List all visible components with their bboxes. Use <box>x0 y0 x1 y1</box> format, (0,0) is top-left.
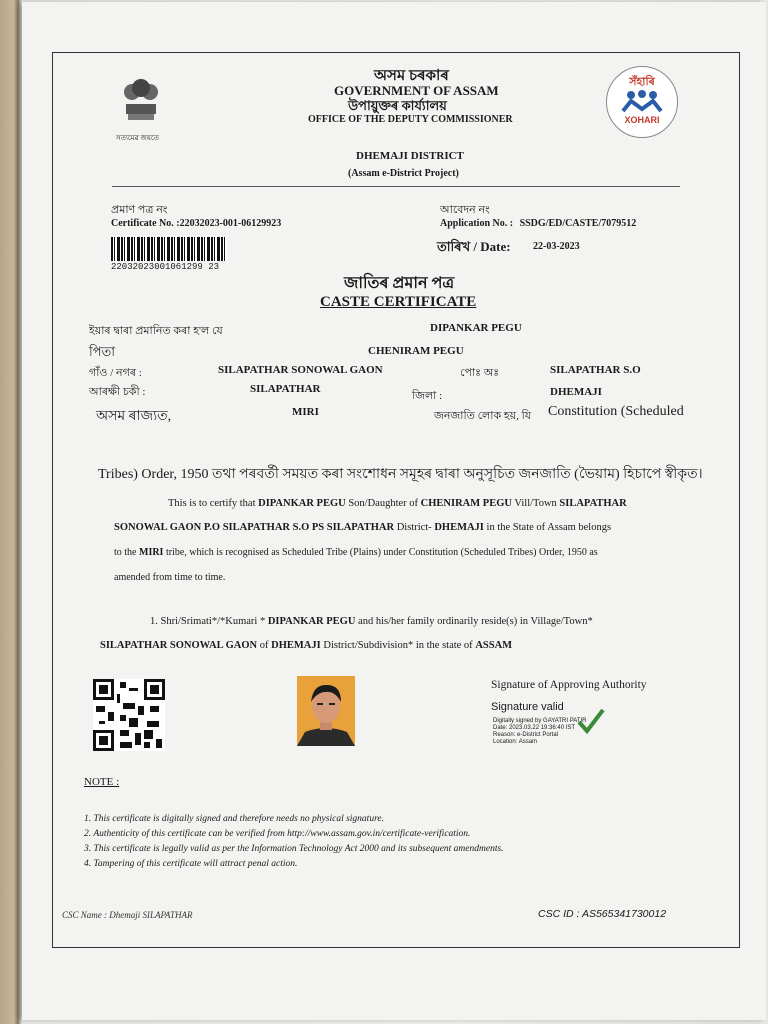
p2-dist: DHEMAJI <box>434 522 484 533</box>
r1-a: 1. Shri/Srimati*/*Kumari * <box>150 616 268 627</box>
csc-name: Dhemaji SILAPATHAR <box>109 910 193 920</box>
p2-vill: SONOWAL GAON P.O <box>114 522 221 533</box>
note-item: 4. Tampering of this certificate will attract penal action. <box>84 859 298 869</box>
p1-b: Son/Daughter of <box>345 498 421 509</box>
cert-label-assamese: প্ৰমাণ পত্ৰ নং <box>111 204 168 216</box>
office-assamese: উপায়ুক্তৰ কাৰ্য্যালয় <box>348 98 447 113</box>
app-label-assamese: আবেদন নং <box>440 204 490 216</box>
xohari-logo <box>606 66 678 138</box>
p3-a: to the <box>114 547 139 558</box>
certify-label: ইয়াৰ দ্বাৰা প্ৰমানিত কৰা হ'ল যে <box>89 325 223 337</box>
ps-value: SILAPATHAR <box>250 383 321 395</box>
qr-code-icon <box>93 679 165 751</box>
cert-label: Certificate No. : <box>111 218 180 229</box>
date-value: 22-03-2023 <box>533 241 580 252</box>
checkmark-icon <box>575 706 605 736</box>
p3-b: tribe, which is recognised as Scheduled Tribe (Plains) under Constitution (Scheduled Tribes) Order, 1950 as <box>163 547 598 558</box>
project-title: (Assam e-District Project) <box>348 168 459 179</box>
gov-english: GOVERNMENT OF ASSAM <box>334 83 499 98</box>
signature-details <box>493 718 586 746</box>
village-value: SILAPATHAR SONOWAL GAON <box>218 364 383 376</box>
tribe-value: MIRI <box>292 406 319 418</box>
app-number: SSDG/ED/CASTE/7079512 <box>519 218 637 229</box>
p2-b: in the State of Assam belongs <box>483 522 612 533</box>
note-item: 1. This certificate is digitally signed and therefore needs no physical signature. <box>84 814 385 824</box>
signature-valid: Signature valid <box>491 701 564 713</box>
state-emblem-icon <box>118 70 164 134</box>
person-photo-icon <box>297 676 355 746</box>
po-value: SILAPATHAR S.O <box>550 364 641 376</box>
r2-b: District/Subdivision* in the state of <box>320 640 476 651</box>
po-label: পোঃ অঃ <box>460 367 500 379</box>
title-assamese: জাতিৰ প্ৰমান পত্ৰ <box>344 275 455 292</box>
date-label: / Date: <box>470 239 511 254</box>
barcode-text: 22032023001061299 23 <box>111 262 220 272</box>
p3-tribe: MIRI <box>139 547 164 558</box>
signature-line-3: Reason: e-District Portal <box>493 732 559 738</box>
r2-state: ASSAM <box>475 640 513 651</box>
father-label: পিতা <box>89 344 116 359</box>
barcode <box>111 237 227 261</box>
app-label: Application No. : <box>440 218 514 229</box>
p1-a: This is to certify that <box>168 498 259 509</box>
note-heading: NOTE : <box>84 776 120 788</box>
r2-a: of <box>257 640 272 651</box>
date-label-assamese: তাৰিখ <box>437 239 471 254</box>
constitution-tail: Constitution (Scheduled <box>548 404 684 419</box>
logo-top-text: সঁহাৰি <box>629 76 655 88</box>
csc-name-label: CSC Name : <box>62 910 110 920</box>
p2-ps: SILAPATHAR <box>326 522 395 533</box>
name-value: DIPANKAR PEGU <box>430 322 522 334</box>
r1-name: DIPANKAR PEGU <box>267 616 356 627</box>
logo-text: XOHARI <box>624 115 660 125</box>
office-english: OFFICE OF THE DEPUTY COMMISSIONER <box>308 114 513 125</box>
notes-list <box>84 812 504 872</box>
district-value: DHEMAJI <box>550 386 602 398</box>
cert-number: 22032023-001-06129923 <box>179 218 282 229</box>
note-item: 3. This certificate is legally valid as per the Information Technology Act 2000 and its subsequent amendments. <box>84 844 504 854</box>
signature-line-2: Date: 2023.03.22 19:36:40 IST <box>493 725 576 731</box>
r1-b: and his/her family ordinarily reside(s) in Village/Town* <box>355 616 593 627</box>
p1-father: CHENIRAM PEGU <box>420 498 512 509</box>
state-label: অসম ৰাজ্যত, <box>96 409 172 424</box>
p4: amended from time to time. <box>114 572 226 583</box>
tribe-label: জনজাতি লোক হয়, যি <box>434 410 532 422</box>
title-english: CASTE CERTIFICATE <box>320 294 477 310</box>
signature-line-1: Digitally signed by GAYATRI PATIR <box>493 718 587 724</box>
emblem-motto: সত্যমেৱ জয়তে <box>116 134 159 142</box>
r2-dist: DHEMAJI <box>271 640 321 651</box>
gov-assamese: অসম চৰকাৰ <box>374 68 449 84</box>
r2-vill: SILAPATHAR SONOWAL GAON <box>100 640 258 651</box>
p2-po: SILAPATHAR S.O PS <box>222 522 325 533</box>
csc-id: CSC ID : AS565341730012 <box>538 908 667 920</box>
p1-c: Vill/Town <box>511 498 560 509</box>
father-value: CHENIRAM PEGU <box>368 345 464 357</box>
p2-a: District- <box>394 522 435 533</box>
district-label: জিলা : <box>412 390 443 402</box>
p1-vill: SILAPATHAR <box>559 498 627 509</box>
people-icon <box>621 89 663 113</box>
signature-line-4: Location: Assam <box>493 739 538 745</box>
signature-title: Signature of Approving Authority <box>491 679 647 691</box>
district-title: DHEMAJI DISTRICT <box>356 150 464 162</box>
note-item: 2. Authenticity of this certificate can be verified from http://www.assam.gov.in/certificate-verification. <box>84 829 471 839</box>
ps-label: আৰক্ষী চকী : <box>89 386 146 398</box>
village-label: গাঁও / নগৰ : <box>89 367 142 379</box>
header-divider <box>112 186 680 187</box>
p1-name: DIPANKAR PEGU <box>258 498 346 509</box>
order-line: Tribes) Order, 1950 তথা পৰবৰ্তী সময়ত কৰা সংশোধন সমূহৰ দ্বাৰা অনুসূচিত জনজাতি (ভৈয়াম) হিচাপে স্বীকৃত। <box>98 467 703 482</box>
applicant-photo <box>297 676 355 746</box>
